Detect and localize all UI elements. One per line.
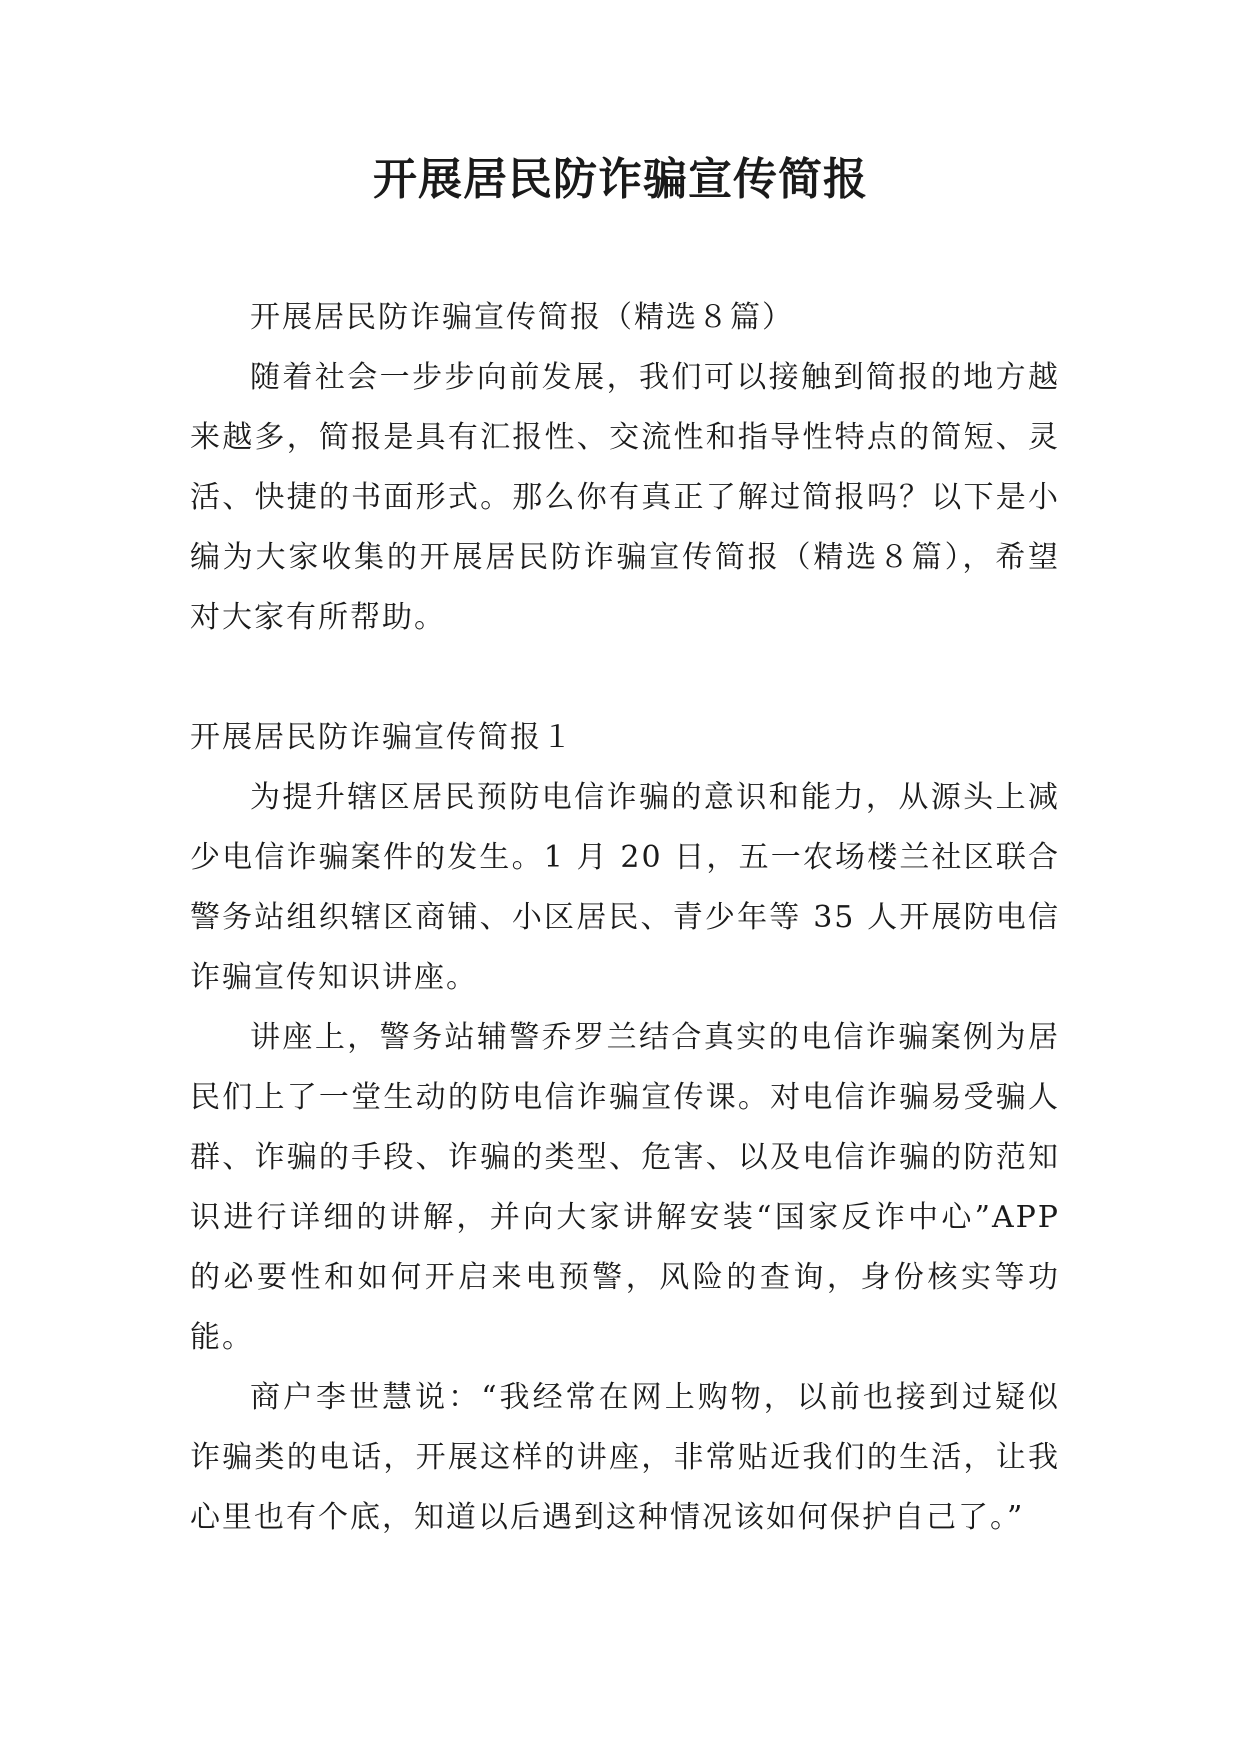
document-body (190, 288, 1060, 1548)
intro-paragraph: 随着社会一步步向前发展，我们可以接触到简报的地方越来越多，简报是具有汇报性、交流性和指导性特点的简短、灵活、快捷的书面形式。那么你有真正了解过简报吗？以下是小编为大家收集的开展居民防诈骗宣传简报（精选８篇），希望对大家有所帮助。 (190, 360, 1060, 635)
body-paragraph: 讲座上，警务站辅警乔罗兰结合真实的电信诈骗案例为居民们上了一堂生动的防电信诈骗宣传课。对电信诈骗易受骗人群、诈骗的手段、诈骗的类型、危害、以及电信诈骗的防范知识进行详细的讲解，并向大家讲解安装“国家反诈中心”APP 的必要性和如何开启来电预警，风险的查询，身份核实等功能。 (190, 1020, 1060, 1355)
section-heading: 开展居民防诈骗宣传简报１ (190, 720, 574, 755)
section-spacer (190, 648, 1060, 708)
document-subtitle: 开展居民防诈骗宣传简报（精选８篇） (250, 300, 794, 335)
body-paragraph: 商户李世慧说：“我经常在网上购物，以前也接到过疑似诈骗类的电话，开展这样的讲座，非常贴近我们的生活，让我心里也有个底，知道以后遇到这种情况该如何保护自己了。” (190, 1380, 1060, 1535)
body-paragraph: 为提升辖区居民预防电信诈骗的意识和能力，从源头上减少电信诈骗案件的发生。1 月 20 日，五一农场楼兰社区联合警务站组织辖区商铺、小区居民、青少年等 35 人开展防电信诈骗宣传知识讲座。 (190, 780, 1060, 995)
document-title: 开展居民防诈骗宣传简报 (373, 154, 868, 205)
